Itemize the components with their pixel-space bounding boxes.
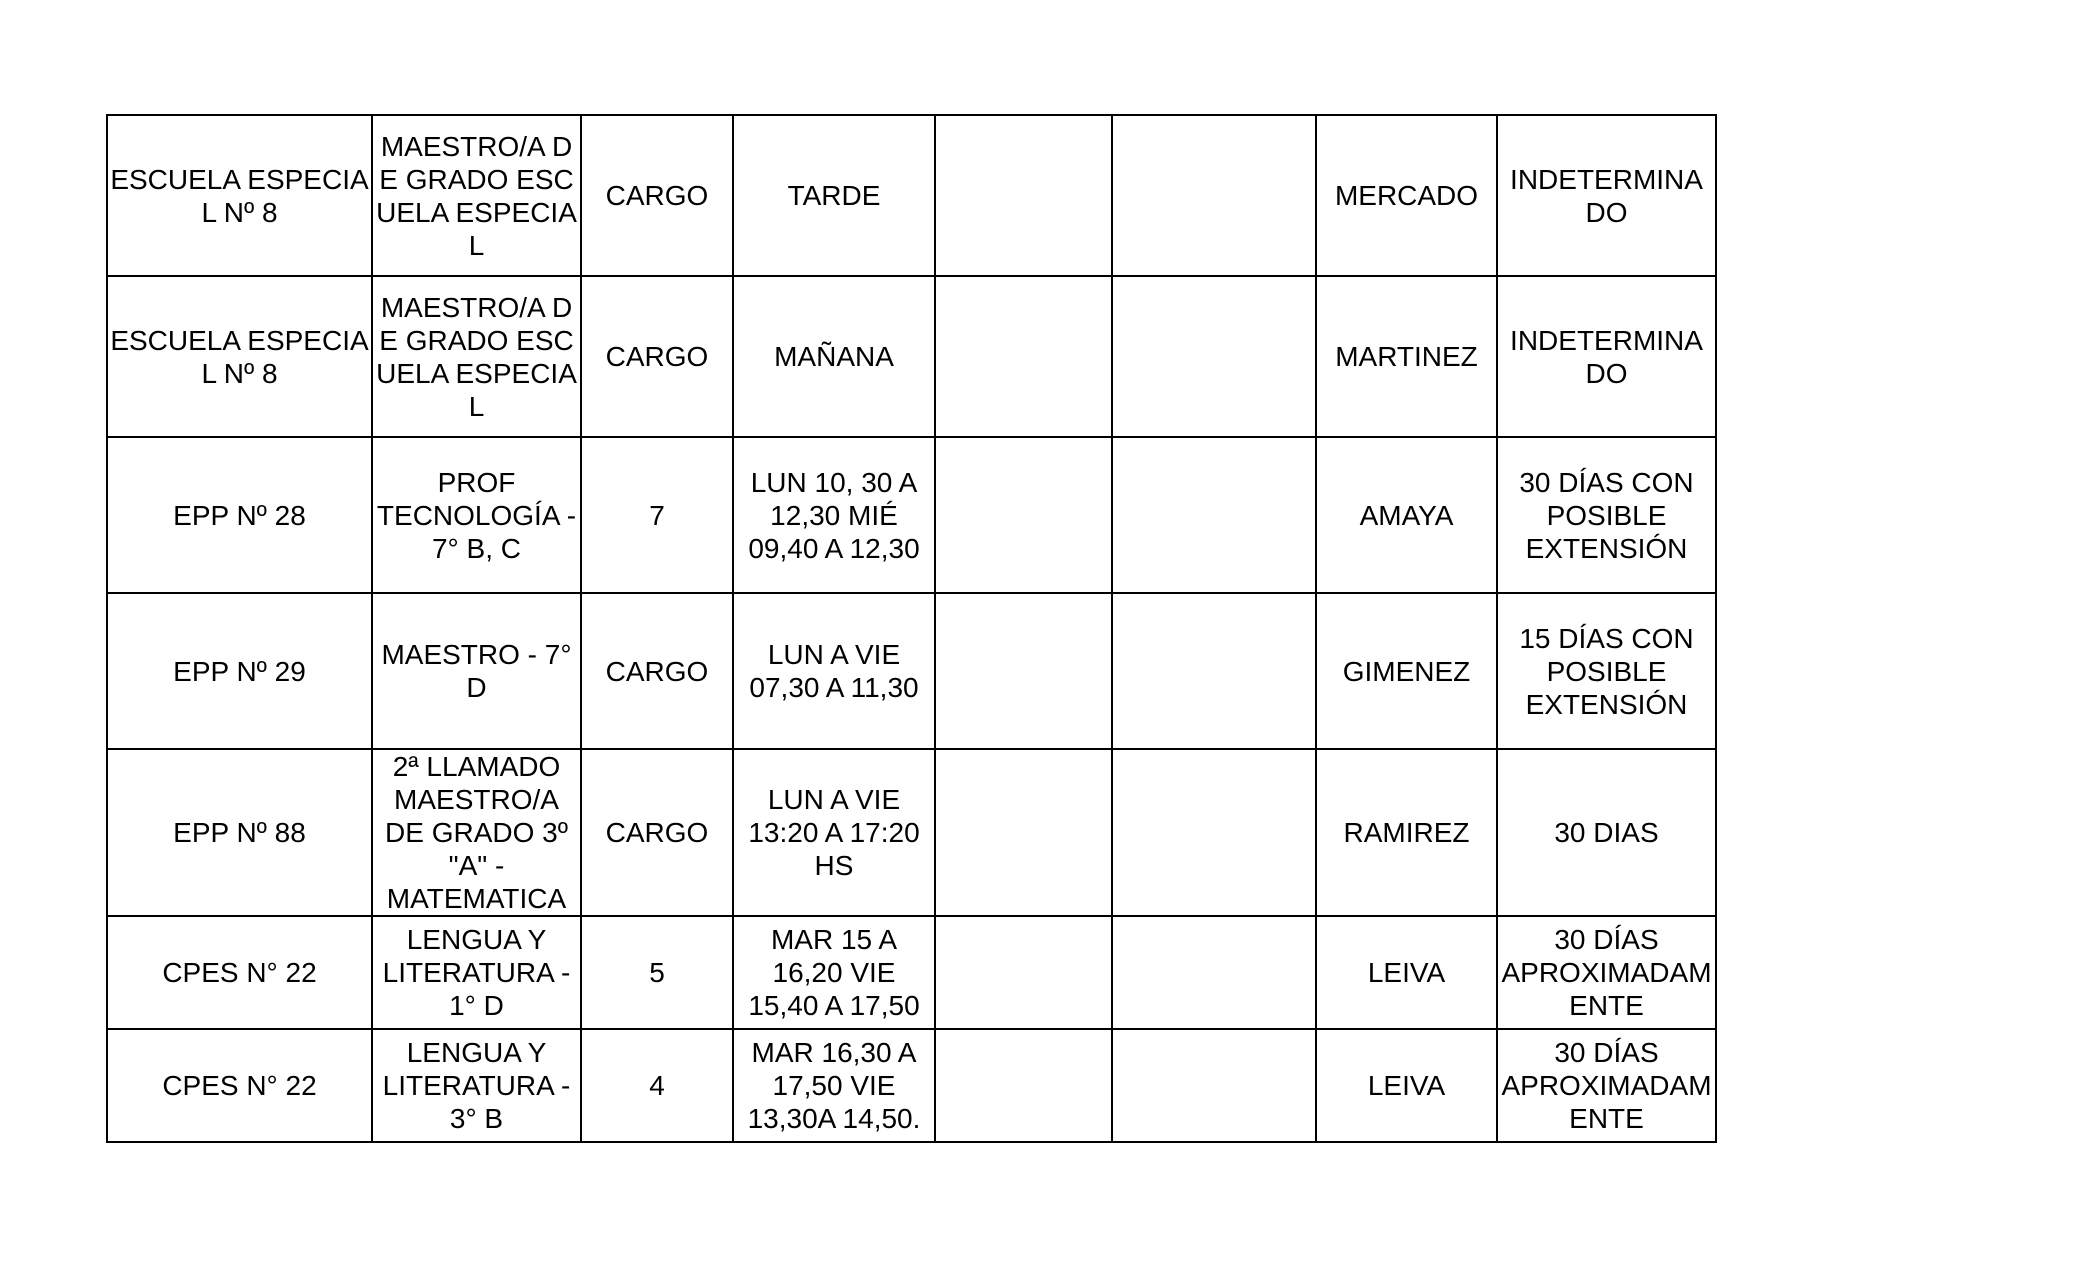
cell-empty-6 [1112, 276, 1316, 437]
cell-escuela: EPP Nº 29 [107, 593, 372, 749]
cell-docente: AMAYA [1316, 437, 1497, 593]
cell-horario: MAR 15 A 16,20 VIE 15,40 A 17,50 [733, 916, 935, 1029]
table-row [107, 437, 1716, 593]
cell-cargo: MAESTRO/A DE GRADO ESCUELA ESPECIAL [372, 276, 581, 437]
cell-escuela: CPES N° 22 [107, 1029, 372, 1142]
cell-horas: 7 [581, 437, 733, 593]
cell-escuela: CPES N° 22 [107, 916, 372, 1029]
cell-cargo: PROF TECNOLOGÍA - 7° B, C [372, 437, 581, 593]
table-row [107, 115, 1716, 276]
cell-empty-6 [1112, 749, 1316, 916]
cell-duracion: 15 DÍAS CON POSIBLE EXTENSIÓN [1497, 593, 1716, 749]
cell-cargo: MAESTRO - 7° D [372, 593, 581, 749]
cell-empty-6 [1112, 437, 1316, 593]
vacancies-table [106, 114, 1717, 1143]
cell-horario: LUN A VIE 13:20 A 17:20 HS [733, 749, 935, 916]
cell-horas: 5 [581, 916, 733, 1029]
cell-empty-5 [935, 916, 1112, 1029]
cell-horas: 4 [581, 1029, 733, 1142]
cell-horas: CARGO [581, 115, 733, 276]
cell-empty-6 [1112, 593, 1316, 749]
cell-docente: LEIVA [1316, 916, 1497, 1029]
cell-duracion: INDETERMINADO [1497, 115, 1716, 276]
cell-escuela: EPP Nº 88 [107, 749, 372, 916]
cell-docente: RAMIREZ [1316, 749, 1497, 916]
cell-cargo: LENGUA Y LITERATURA - 3° B [372, 1029, 581, 1142]
cell-docente: LEIVA [1316, 1029, 1497, 1142]
cell-empty-5 [935, 437, 1112, 593]
cell-docente: MERCADO [1316, 115, 1497, 276]
table-row [107, 593, 1716, 749]
cell-cargo: MAESTRO/A DE GRADO ESCUELA ESPECIAL [372, 115, 581, 276]
cell-escuela: EPP Nº 28 [107, 437, 372, 593]
cell-horario: TARDE [733, 115, 935, 276]
cell-docente: GIMENEZ [1316, 593, 1497, 749]
cell-empty-5 [935, 115, 1112, 276]
cell-empty-6 [1112, 115, 1316, 276]
cell-duracion: 30 DÍAS APROXIMADAMENTE [1497, 1029, 1716, 1142]
cell-empty-5 [935, 276, 1112, 437]
cell-escuela: ESCUELA ESPECIAL Nº 8 [107, 115, 372, 276]
cell-horario: MAÑANA [733, 276, 935, 437]
cell-empty-6 [1112, 916, 1316, 1029]
cell-horario: MAR 16,30 A 17,50 VIE 13,30A 14,50. [733, 1029, 935, 1142]
cell-horario: LUN A VIE 07,30 A 11,30 [733, 593, 935, 749]
cell-horas: CARGO [581, 276, 733, 437]
table-row [107, 749, 1716, 916]
cell-duracion: 30 DÍAS CON POSIBLE EXTENSIÓN [1497, 437, 1716, 593]
cell-empty-6 [1112, 1029, 1316, 1142]
cell-horas: CARGO [581, 593, 733, 749]
cell-cargo: 2ª LLAMADO MAESTRO/A DE GRADO 3º "A" - MATEMATICA [372, 749, 581, 916]
cell-duracion: 30 DÍAS APROXIMADAMENTE [1497, 916, 1716, 1029]
cell-escuela: ESCUELA ESPECIAL Nº 8 [107, 276, 372, 437]
table-row [107, 1029, 1716, 1142]
table-row [107, 916, 1716, 1029]
cell-empty-5 [935, 1029, 1112, 1142]
cell-empty-5 [935, 593, 1112, 749]
cell-horario: LUN 10, 30 A 12,30 MIÉ 09,40 A 12,30 [733, 437, 935, 593]
cell-docente: MARTINEZ [1316, 276, 1497, 437]
cell-duracion: 30 DIAS [1497, 749, 1716, 916]
cell-horas: CARGO [581, 749, 733, 916]
cell-duracion: INDETERMINADO [1497, 276, 1716, 437]
table-row [107, 276, 1716, 437]
cell-cargo: LENGUA Y LITERATURA - 1° D [372, 916, 581, 1029]
cell-empty-5 [935, 749, 1112, 916]
